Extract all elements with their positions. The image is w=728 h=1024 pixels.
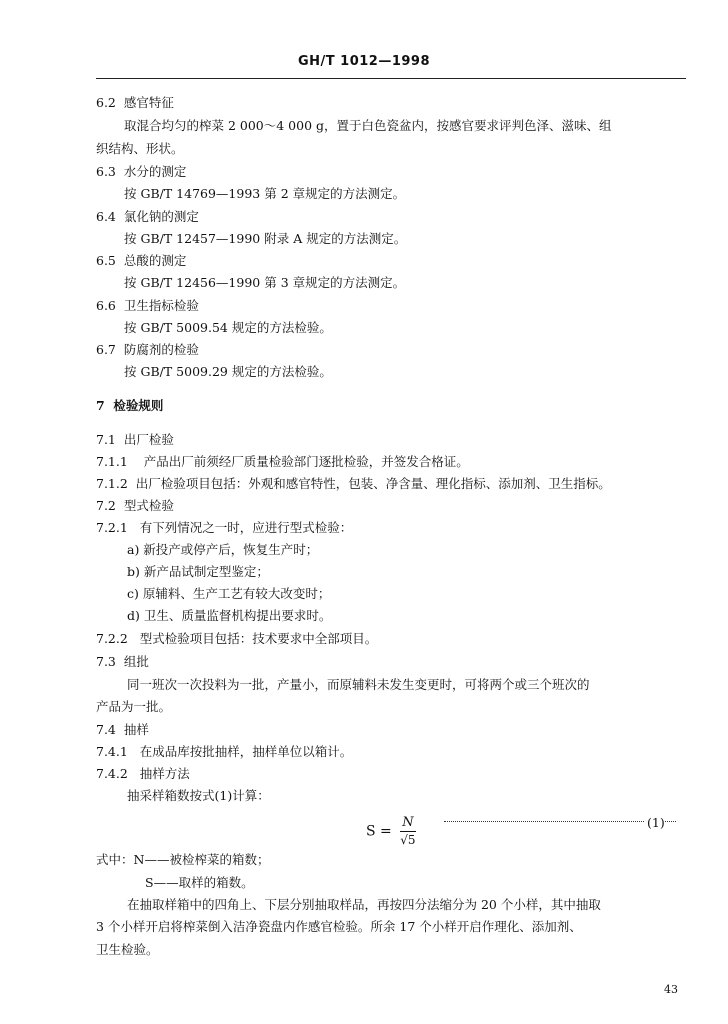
clause-text: 出厂检验项目包括：外观和感官特性，包装、净含量、理化指标、添加剂、卫生指标。 bbox=[135, 476, 611, 491]
final-paragraph-line1: 在抽取样箱中的四角上、下层分别抽取样品，再按四分法缩分为 20 个小样，其中抽取 bbox=[127, 897, 601, 912]
list-item-c: c) 原辅料、生产工艺有较大改变时； bbox=[127, 586, 331, 601]
section-number: 7.3 bbox=[96, 654, 116, 669]
clause-number: 7.1.2 bbox=[96, 476, 128, 491]
list-item-b: b) 新产品试制定型鉴定； bbox=[127, 564, 269, 579]
clause-number: 7.4.2 bbox=[96, 766, 128, 781]
clause-number: 7.2.2 bbox=[96, 631, 128, 646]
page-header: GH/T 1012—1998 bbox=[297, 54, 431, 69]
list-item-a: a) 新投产或停产后，恢复生产时； bbox=[127, 542, 319, 557]
section-title: 出厂检验 bbox=[123, 432, 174, 447]
section-number: 6.3 bbox=[96, 164, 116, 179]
chapter-title: 检验规则 bbox=[113, 398, 164, 413]
section-7-3-text-line2: 产品为一批。 bbox=[96, 699, 172, 714]
section-number: 6.7 bbox=[96, 342, 116, 357]
section-title: 总酸的测定 bbox=[123, 253, 187, 268]
page-number: 43 bbox=[664, 983, 678, 996]
chapter-number: 7 bbox=[96, 398, 105, 413]
section-title: 氯化钠的测定 bbox=[123, 209, 199, 224]
section-6-6-text: 按 GB/T 5009.54 规定的方法检验。 bbox=[124, 320, 332, 335]
clause-7-2-1 bbox=[96, 520, 352, 536]
where-line-1: 式中：N——被检榨菜的箱数； bbox=[96, 852, 270, 867]
section-number: 6.5 bbox=[96, 253, 116, 268]
section-7-4-heading bbox=[96, 722, 149, 738]
header-rule bbox=[96, 78, 686, 79]
clause-number: 7.2.1 bbox=[96, 520, 128, 535]
list-item-d: d) 卫生、质量监督机构提出要求时。 bbox=[127, 608, 332, 623]
section-6-2-text-line1: 取混合均匀的榨菜 2 000～4 000 g，置于白色瓷盆内，按感官要求评判色泽、滋味、组 bbox=[124, 118, 612, 133]
section-7-1-heading bbox=[96, 432, 174, 448]
section-6-2-text-line2: 织结构、形状。 bbox=[96, 141, 184, 156]
section-6-5-text: 按 GB/T 12456—1990 第 3 章规定的方法测定。 bbox=[124, 275, 406, 290]
section-6-3-text: 按 GB/T 14769—1993 第 2 章规定的方法测定。 bbox=[124, 186, 406, 201]
where-line-2: S——取样的箱数。 bbox=[145, 875, 254, 890]
clause-text: 产品出厂前须经厂质量检验部门逐批检验，并签发合格证。 bbox=[143, 454, 469, 469]
clause-title: 抽样方法 bbox=[139, 766, 190, 781]
clause-7-4-2-heading bbox=[96, 766, 190, 782]
section-6-3-heading bbox=[96, 164, 186, 180]
section-number: 6.4 bbox=[96, 209, 116, 224]
section-number: 6.6 bbox=[96, 298, 116, 313]
clause-number: 7.4.1 bbox=[96, 744, 128, 759]
formula-intro: 抽采样箱数按式(1)计算： bbox=[127, 788, 270, 803]
section-7-2-heading bbox=[96, 498, 174, 514]
formula-fraction bbox=[400, 815, 415, 848]
clause-7-1-2 bbox=[96, 476, 611, 492]
section-6-4-heading bbox=[96, 209, 199, 225]
equation-number: (1) bbox=[647, 815, 665, 830]
section-title: 组批 bbox=[123, 654, 149, 669]
formula-numerator: N bbox=[402, 815, 414, 830]
clause-number: 7.1.1 bbox=[96, 454, 128, 469]
chapter-7-heading bbox=[96, 398, 163, 414]
section-7-3-heading bbox=[96, 654, 149, 670]
clause-text: 型式检验项目包括：技术要求中全部项目。 bbox=[139, 631, 378, 646]
formula-lhs: S = bbox=[366, 823, 392, 840]
clause-text: 有下列情况之一时，应进行型式检验： bbox=[139, 520, 353, 535]
section-title: 防腐剂的检验 bbox=[123, 342, 199, 357]
section-title: 卫生指标检验 bbox=[123, 298, 199, 313]
section-6-4-text: 按 GB/T 12457—1990 附录 A 规定的方法测定。 bbox=[124, 231, 407, 246]
clause-text: 在成品库按批抽样，抽样单位以箱计。 bbox=[139, 744, 353, 759]
section-7-3-text-line1: 同一班次一次投料为一批，产量小，而原辅料未发生变更时，可将两个或三个班次的 bbox=[127, 677, 590, 692]
section-number: 7.1 bbox=[96, 432, 116, 447]
final-paragraph-line2: 3 个小样开启将榨菜倒入洁净瓷盘内作感官检验。所余 17 个小样开启作理化、添加剂、 bbox=[96, 919, 582, 934]
section-number: 6.2 bbox=[96, 95, 116, 110]
clause-7-4-1 bbox=[96, 744, 352, 760]
section-title: 感官特征 bbox=[123, 95, 174, 110]
section-6-5-heading bbox=[96, 253, 186, 269]
section-number: 7.2 bbox=[96, 498, 116, 513]
section-6-2-heading bbox=[96, 95, 174, 111]
clause-7-2-2 bbox=[96, 631, 377, 647]
section-title: 抽样 bbox=[123, 722, 149, 737]
section-6-6-heading bbox=[96, 298, 199, 314]
formula-dot-leader bbox=[444, 821, 676, 822]
section-title: 水分的测定 bbox=[123, 164, 187, 179]
section-title: 型式检验 bbox=[123, 498, 174, 513]
section-number: 7.4 bbox=[96, 722, 116, 737]
formula bbox=[366, 815, 416, 848]
clause-7-1-1 bbox=[96, 454, 469, 470]
formula-denominator: √5 bbox=[400, 833, 416, 847]
section-6-7-heading bbox=[96, 342, 199, 358]
section-6-7-text: 按 GB/T 5009.29 规定的方法检验。 bbox=[124, 364, 332, 379]
final-paragraph-line3: 卫生检验。 bbox=[96, 942, 159, 957]
